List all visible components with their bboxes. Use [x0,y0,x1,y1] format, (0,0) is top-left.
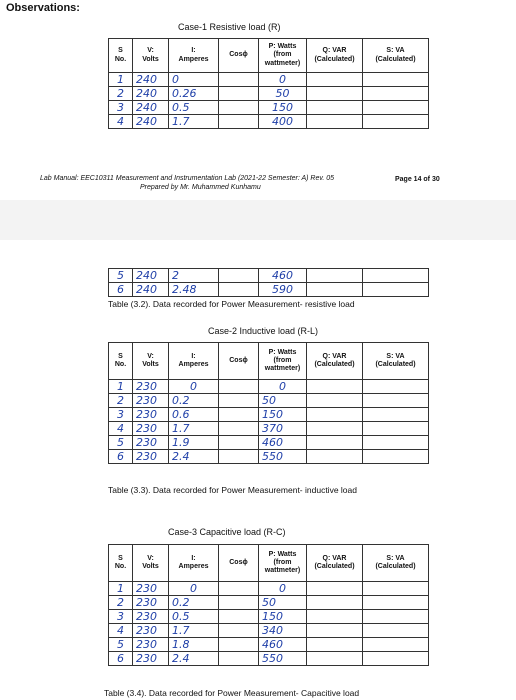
header-cos-phi: Cosɸ [219,343,259,380]
cell-volts: 230 [133,624,169,638]
cell-va [363,624,429,638]
header-q-var: Q: VAR (Calculated) [307,545,363,582]
cell-watts: 150 [259,408,307,422]
cell-watts: 460 [259,269,307,283]
cell-sno: 2 [109,87,133,101]
cell-amperes: 1.7 [169,422,219,436]
header-s-va: S: VA (Calculated) [363,343,429,380]
cell-va [363,652,429,666]
observations-heading: Observations: [6,2,80,14]
cell-cos [219,269,259,283]
header-q-var: Q: VAR (Calculated) [307,39,363,73]
header-s-va: S: VA (Calculated) [363,39,429,73]
cell-watts: 0 [259,73,307,87]
cell-var [307,101,363,115]
table-row [109,652,429,666]
header-cos-phi: Cosɸ [219,545,259,582]
cell-sno: 3 [109,101,133,115]
cell-amperes: 0.5 [169,610,219,624]
table-row [109,450,429,464]
cell-amperes: 1.9 [169,436,219,450]
cell-watts: 370 [259,422,307,436]
page-break [0,200,516,240]
cell-watts: 0 [259,582,307,596]
cell-amperes: 0.6 [169,408,219,422]
cell-sno: 6 [109,283,133,297]
cell-watts: 460 [259,436,307,450]
cell-var [307,283,363,297]
header-s-no: S No. [109,39,133,73]
cell-volts: 230 [133,652,169,666]
table-header-row [109,545,429,582]
cell-watts: 550 [259,450,307,464]
cell-cos [219,610,259,624]
cell-amperes: 2.48 [169,283,219,297]
cell-sno: 1 [109,73,133,87]
cell-cos [219,596,259,610]
header-s-no: S No. [109,343,133,380]
cell-var [307,394,363,408]
cell-volts: 240 [133,101,169,115]
cell-volts: 230 [133,436,169,450]
cell-cos [219,436,259,450]
cell-va [363,115,429,129]
cell-sno: 3 [109,610,133,624]
cell-va [363,101,429,115]
case1-continued-table [108,268,429,297]
cell-watts: 0 [259,380,307,394]
cell-amperes: 2 [169,269,219,283]
cell-var [307,652,363,666]
cell-va [363,638,429,652]
cell-sno: 4 [109,422,133,436]
cell-volts: 230 [133,610,169,624]
table-row [109,596,429,610]
cell-volts: 230 [133,596,169,610]
cell-volts: 240 [133,73,169,87]
case2-table [108,342,429,464]
cell-sno: 5 [109,269,133,283]
cell-var [307,73,363,87]
cell-cos [219,115,259,129]
table-row [109,610,429,624]
table-row [109,101,429,115]
cell-va [363,394,429,408]
header-p-watts: P: Watts (from wattmeter) [259,343,307,380]
header-q-var: Q: VAR (Calculated) [307,343,363,380]
cell-volts: 230 [133,422,169,436]
cell-cos [219,101,259,115]
cell-cos [219,450,259,464]
table-row [109,115,429,129]
cell-va [363,436,429,450]
cell-var [307,582,363,596]
header-s-va: S: VA (Calculated) [363,545,429,582]
cell-sno: 5 [109,638,133,652]
table-row [109,283,429,297]
cell-watts: 460 [259,638,307,652]
table-header-row [109,343,429,380]
table-row [109,73,429,87]
cell-sno: 2 [109,596,133,610]
table-row [109,436,429,450]
cell-va [363,408,429,422]
cell-amperes: 0.2 [169,394,219,408]
footer-lab-manual: Lab Manual: EEC10311 Measurement and Instrumentation Lab (2021-22 Semester: A) Rev. 05 [40,175,335,182]
cell-var [307,610,363,624]
cell-amperes: 0.26 [169,87,219,101]
cell-amperes: 1.7 [169,624,219,638]
cell-amperes: 2.4 [169,652,219,666]
cell-var [307,624,363,638]
cell-cos [219,422,259,436]
cell-va [363,380,429,394]
cell-sno: 4 [109,115,133,129]
table-row [109,638,429,652]
cell-watts: 150 [259,610,307,624]
footer-page-number: Page 14 of 30 [395,176,440,183]
cell-var [307,115,363,129]
case3-table [108,544,429,666]
table-3-3-caption: Table (3.3). Data recorded for Power Measurement- inductive load [108,485,357,495]
cell-amperes: 0.5 [169,101,219,115]
table-row [109,582,429,596]
cell-volts: 240 [133,283,169,297]
cell-watts: 150 [259,101,307,115]
cell-cos [219,283,259,297]
cell-sno: 1 [109,582,133,596]
cell-var [307,422,363,436]
table-header-row [109,39,429,73]
footer-prepared-by: Prepared by Mr. Muhammed Kunhamu [140,184,261,191]
cell-va [363,283,429,297]
cell-volts: 240 [133,87,169,101]
cell-va [363,87,429,101]
cell-sno: 1 [109,380,133,394]
case1-title: Case-1 Resistive load (R) [178,22,281,32]
cell-cos [219,87,259,101]
case3-title: Case-3 Capacitive load (R-C) [168,527,286,537]
cell-sno: 6 [109,652,133,666]
cell-cos [219,380,259,394]
cell-watts: 590 [259,283,307,297]
table-row [109,87,429,101]
case1-table [108,38,429,129]
table-3-2-caption: Table (3.2). Data recorded for Power Measurement- resistive load [108,299,355,309]
cell-var [307,380,363,394]
header-p-watts: P: Watts (from wattmeter) [259,39,307,73]
table-row [109,422,429,436]
cell-var [307,450,363,464]
cell-volts: 230 [133,408,169,422]
cell-sno: 4 [109,624,133,638]
cell-volts: 230 [133,582,169,596]
cell-sno: 2 [109,394,133,408]
cell-watts: 50 [259,394,307,408]
cell-amperes: 0 [169,73,219,87]
cell-watts: 550 [259,652,307,666]
header-p-watts: P: Watts (from wattmeter) [259,545,307,582]
cell-amperes: 0 [169,582,219,596]
header-s-no: S No. [109,545,133,582]
table-3-4-caption: Table (3.4). Data recorded for Power Measurement- Capacitive load [104,688,360,698]
cell-var [307,269,363,283]
header-volts: V: Volts [133,343,169,380]
cell-va [363,73,429,87]
cell-var [307,87,363,101]
cell-sno: 3 [109,408,133,422]
cell-watts: 400 [259,115,307,129]
header-volts: V: Volts [133,545,169,582]
cell-volts: 230 [133,380,169,394]
cell-cos [219,638,259,652]
header-volts: V: Volts [133,39,169,73]
header-cos-phi: Cosɸ [219,39,259,73]
cell-var [307,638,363,652]
cell-va [363,610,429,624]
cell-sno: 6 [109,450,133,464]
cell-var [307,436,363,450]
cell-cos [219,73,259,87]
cell-watts: 50 [259,87,307,101]
table-row [109,408,429,422]
cell-cos [219,394,259,408]
cell-volts: 240 [133,115,169,129]
cell-amperes: 2.4 [169,450,219,464]
cell-cos [219,624,259,638]
cell-va [363,450,429,464]
cell-va [363,269,429,283]
cell-volts: 230 [133,450,169,464]
table-row [109,269,429,283]
header-amperes: I: Amperes [169,39,219,73]
table-row [109,624,429,638]
header-amperes: I: Amperes [169,343,219,380]
cell-watts: 50 [259,596,307,610]
cell-amperes: 0 [169,380,219,394]
table-row [109,394,429,408]
case2-title: Case-2 Inductive load (R-L) [208,326,319,336]
cell-va [363,582,429,596]
cell-va [363,596,429,610]
cell-var [307,408,363,422]
cell-volts: 230 [133,638,169,652]
cell-amperes: 1.7 [169,115,219,129]
cell-cos [219,652,259,666]
cell-volts: 240 [133,269,169,283]
cell-amperes: 1.8 [169,638,219,652]
cell-va [363,422,429,436]
cell-var [307,596,363,610]
header-amperes: I: Amperes [169,545,219,582]
cell-cos [219,408,259,422]
table-row [109,380,429,394]
cell-volts: 230 [133,394,169,408]
cell-cos [219,582,259,596]
cell-sno: 5 [109,436,133,450]
cell-watts: 340 [259,624,307,638]
cell-amperes: 0.2 [169,596,219,610]
